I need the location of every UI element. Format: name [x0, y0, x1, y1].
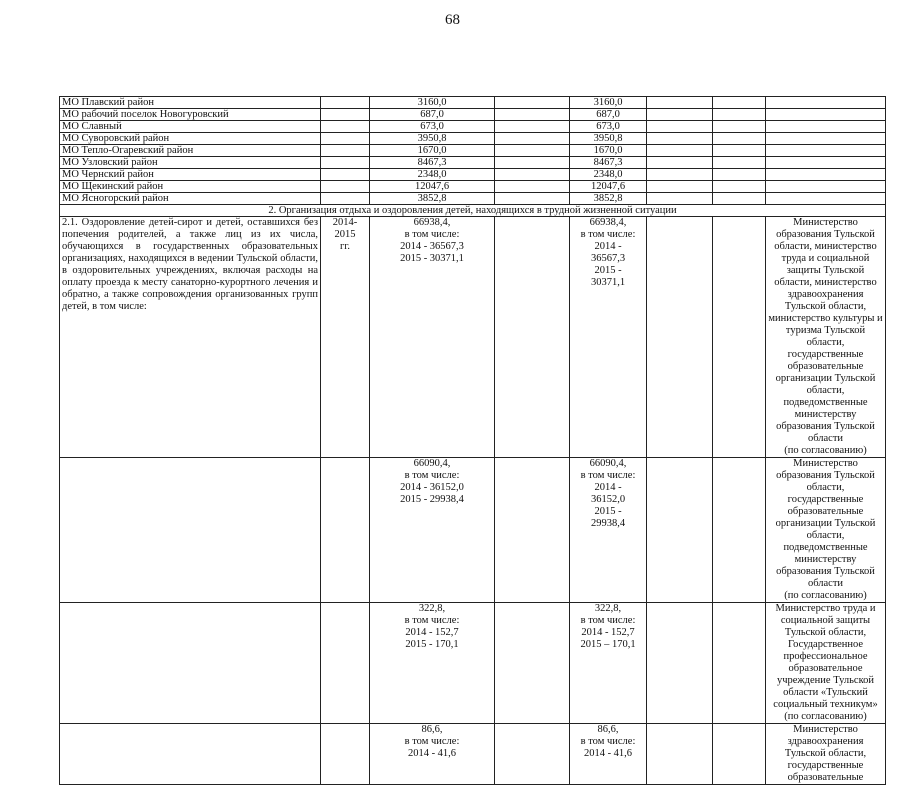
period-cell [321, 133, 370, 145]
local-cell [647, 97, 713, 109]
other-cell [713, 181, 766, 193]
other-cell [713, 193, 766, 205]
item-description-empty [60, 603, 321, 724]
funding-row [60, 603, 886, 724]
federal-cell [495, 458, 570, 603]
local-cell [647, 121, 713, 133]
item-period-empty [321, 603, 370, 724]
table-row [60, 109, 886, 121]
budget-table [59, 96, 886, 785]
regional-amount: 1670,0 [570, 145, 647, 157]
other-cell [713, 133, 766, 145]
section-row [60, 205, 886, 217]
table-row [60, 181, 886, 193]
regional-amount: 12047,6 [570, 181, 647, 193]
other-cell [713, 724, 766, 785]
local-cell [647, 145, 713, 157]
executor: Министерство труда и социальной защиты Тульской области, Государственное профессиональное образовательное учреждение Тульской области «Тульский социальный техникум» (по согласованию) [766, 603, 886, 724]
other-cell [713, 603, 766, 724]
regional-amount: 673,0 [570, 121, 647, 133]
item-period-empty [321, 724, 370, 785]
table-body [60, 97, 886, 785]
local-cell [647, 181, 713, 193]
period-cell [321, 109, 370, 121]
total-amount: 2348,0 [370, 169, 495, 181]
local-cell [647, 217, 713, 458]
local-cell [647, 157, 713, 169]
table-row [60, 121, 886, 133]
municipality-name: МО Щекинский район [60, 181, 321, 193]
executor: Министерство образования Тульской области, министерство труда и социальной защиты Тульской области, министерство здравоохранения Тульской области, министерство культуры и туризма Тульской области, государственные образовательные организации Тульской области, подведомственные министерству образования Тульской области (по согласованию) [766, 217, 886, 458]
municipality-name: МО Ясногорский район [60, 193, 321, 205]
executor: Министерство образования Тульской области, государственные образовательные организации Тульской области, подведомственные министерству образования Тульской области (по согласованию) [766, 458, 886, 603]
funding-total: 86,6, в том числе: 2014 - 41,6 [370, 724, 495, 785]
executor-cell [766, 169, 886, 181]
municipality-name: МО Тепло-Огаревский район [60, 145, 321, 157]
municipality-name: МО Чернский район [60, 169, 321, 181]
item-description: 2.1. Оздоровление детей-сирот и детей, оставшихся без попечения родителей, а также лиц из их числа, обучающихся в государственных образовательных организациях, находящихся в ведении Тульской области, в оздоровительных учреждениях, включая расходы на оплату проезда к месту санаторно-курортного лечения и обратно, а также сопровождения организованных групп детей, в том числе: [60, 217, 321, 458]
executor-cell [766, 157, 886, 169]
executor-cell [766, 145, 886, 157]
total-amount: 3160,0 [370, 97, 495, 109]
other-cell [713, 169, 766, 181]
total-amount: 673,0 [370, 121, 495, 133]
funding-regional: 322,8, в том числе: 2014 - 152,7 2015 – 170,1 [570, 603, 647, 724]
period-cell [321, 121, 370, 133]
regional-amount: 8467,3 [570, 157, 647, 169]
funding-regional: 86,6, в том числе: 2014 - 41,6 [570, 724, 647, 785]
local-cell [647, 169, 713, 181]
local-cell [647, 133, 713, 145]
period-cell [321, 169, 370, 181]
local-cell [647, 724, 713, 785]
total-amount: 8467,3 [370, 157, 495, 169]
federal-cell [495, 121, 570, 133]
total-amount: 12047,6 [370, 181, 495, 193]
table-row [60, 133, 886, 145]
period-cell [321, 145, 370, 157]
funding-total: 66090,4, в том числе: 2014 - 36152,0 2015 - 29938,4 [370, 458, 495, 603]
regional-amount: 3852,8 [570, 193, 647, 205]
local-cell [647, 193, 713, 205]
other-cell [713, 157, 766, 169]
period-cell [321, 181, 370, 193]
regional-amount: 3950,8 [570, 133, 647, 145]
table-row [60, 193, 886, 205]
municipality-name: МО Суворовский район [60, 133, 321, 145]
federal-cell [495, 603, 570, 724]
local-cell [647, 603, 713, 724]
table-row [60, 169, 886, 181]
local-cell [647, 458, 713, 603]
executor: Министерство здравоохранения Тульской области, государственные образовательные [766, 724, 886, 785]
regional-amount: 3160,0 [570, 97, 647, 109]
period-cell [321, 193, 370, 205]
funding-row [60, 458, 886, 603]
federal-cell [495, 145, 570, 157]
federal-cell [495, 169, 570, 181]
other-cell [713, 121, 766, 133]
total-amount: 3950,8 [370, 133, 495, 145]
total-amount: 687,0 [370, 109, 495, 121]
municipality-name: МО Славный [60, 121, 321, 133]
item-period: 2014- 2015 гг. [321, 217, 370, 458]
executor-cell [766, 121, 886, 133]
funding-regional: 66938,4, в том числе: 2014 - 36567,3 2015 - 30371,1 [570, 217, 647, 458]
table-row [60, 97, 886, 109]
item-description-empty [60, 458, 321, 603]
funding-total: 322,8, в том числе: 2014 - 152,7 2015 - 170,1 [370, 603, 495, 724]
local-cell [647, 109, 713, 121]
federal-cell [495, 109, 570, 121]
other-cell [713, 145, 766, 157]
federal-cell [495, 181, 570, 193]
funding-row [60, 724, 886, 785]
executor-cell [766, 193, 886, 205]
section-title: 2. Организация отдыха и оздоровления детей, находящихся в трудной жизненной ситуации [60, 205, 886, 217]
federal-cell [495, 97, 570, 109]
executor-cell [766, 109, 886, 121]
federal-cell [495, 133, 570, 145]
other-cell [713, 97, 766, 109]
regional-amount: 687,0 [570, 109, 647, 121]
regional-amount: 2348,0 [570, 169, 647, 181]
page-number: 68 [445, 12, 460, 28]
funding-row [60, 217, 886, 458]
municipality-name: МО Узловский район [60, 157, 321, 169]
executor-cell [766, 97, 886, 109]
item-description-empty [60, 724, 321, 785]
funding-total: 66938,4, в том числе: 2014 - 36567,3 2015 - 30371,1 [370, 217, 495, 458]
funding-regional: 66090,4, в том числе: 2014 - 36152,0 2015 - 29938,4 [570, 458, 647, 603]
municipality-name: МО рабочий поселок Новогуровский [60, 109, 321, 121]
other-cell [713, 458, 766, 603]
item-period-empty [321, 458, 370, 603]
table-row [60, 157, 886, 169]
federal-cell [495, 193, 570, 205]
federal-cell [495, 157, 570, 169]
other-cell [713, 217, 766, 458]
total-amount: 1670,0 [370, 145, 495, 157]
executor-cell [766, 181, 886, 193]
total-amount: 3852,8 [370, 193, 495, 205]
executor-cell [766, 133, 886, 145]
municipality-name: МО Плавский район [60, 97, 321, 109]
table-row [60, 145, 886, 157]
federal-cell [495, 724, 570, 785]
federal-cell [495, 217, 570, 458]
period-cell [321, 157, 370, 169]
period-cell [321, 97, 370, 109]
other-cell [713, 109, 766, 121]
